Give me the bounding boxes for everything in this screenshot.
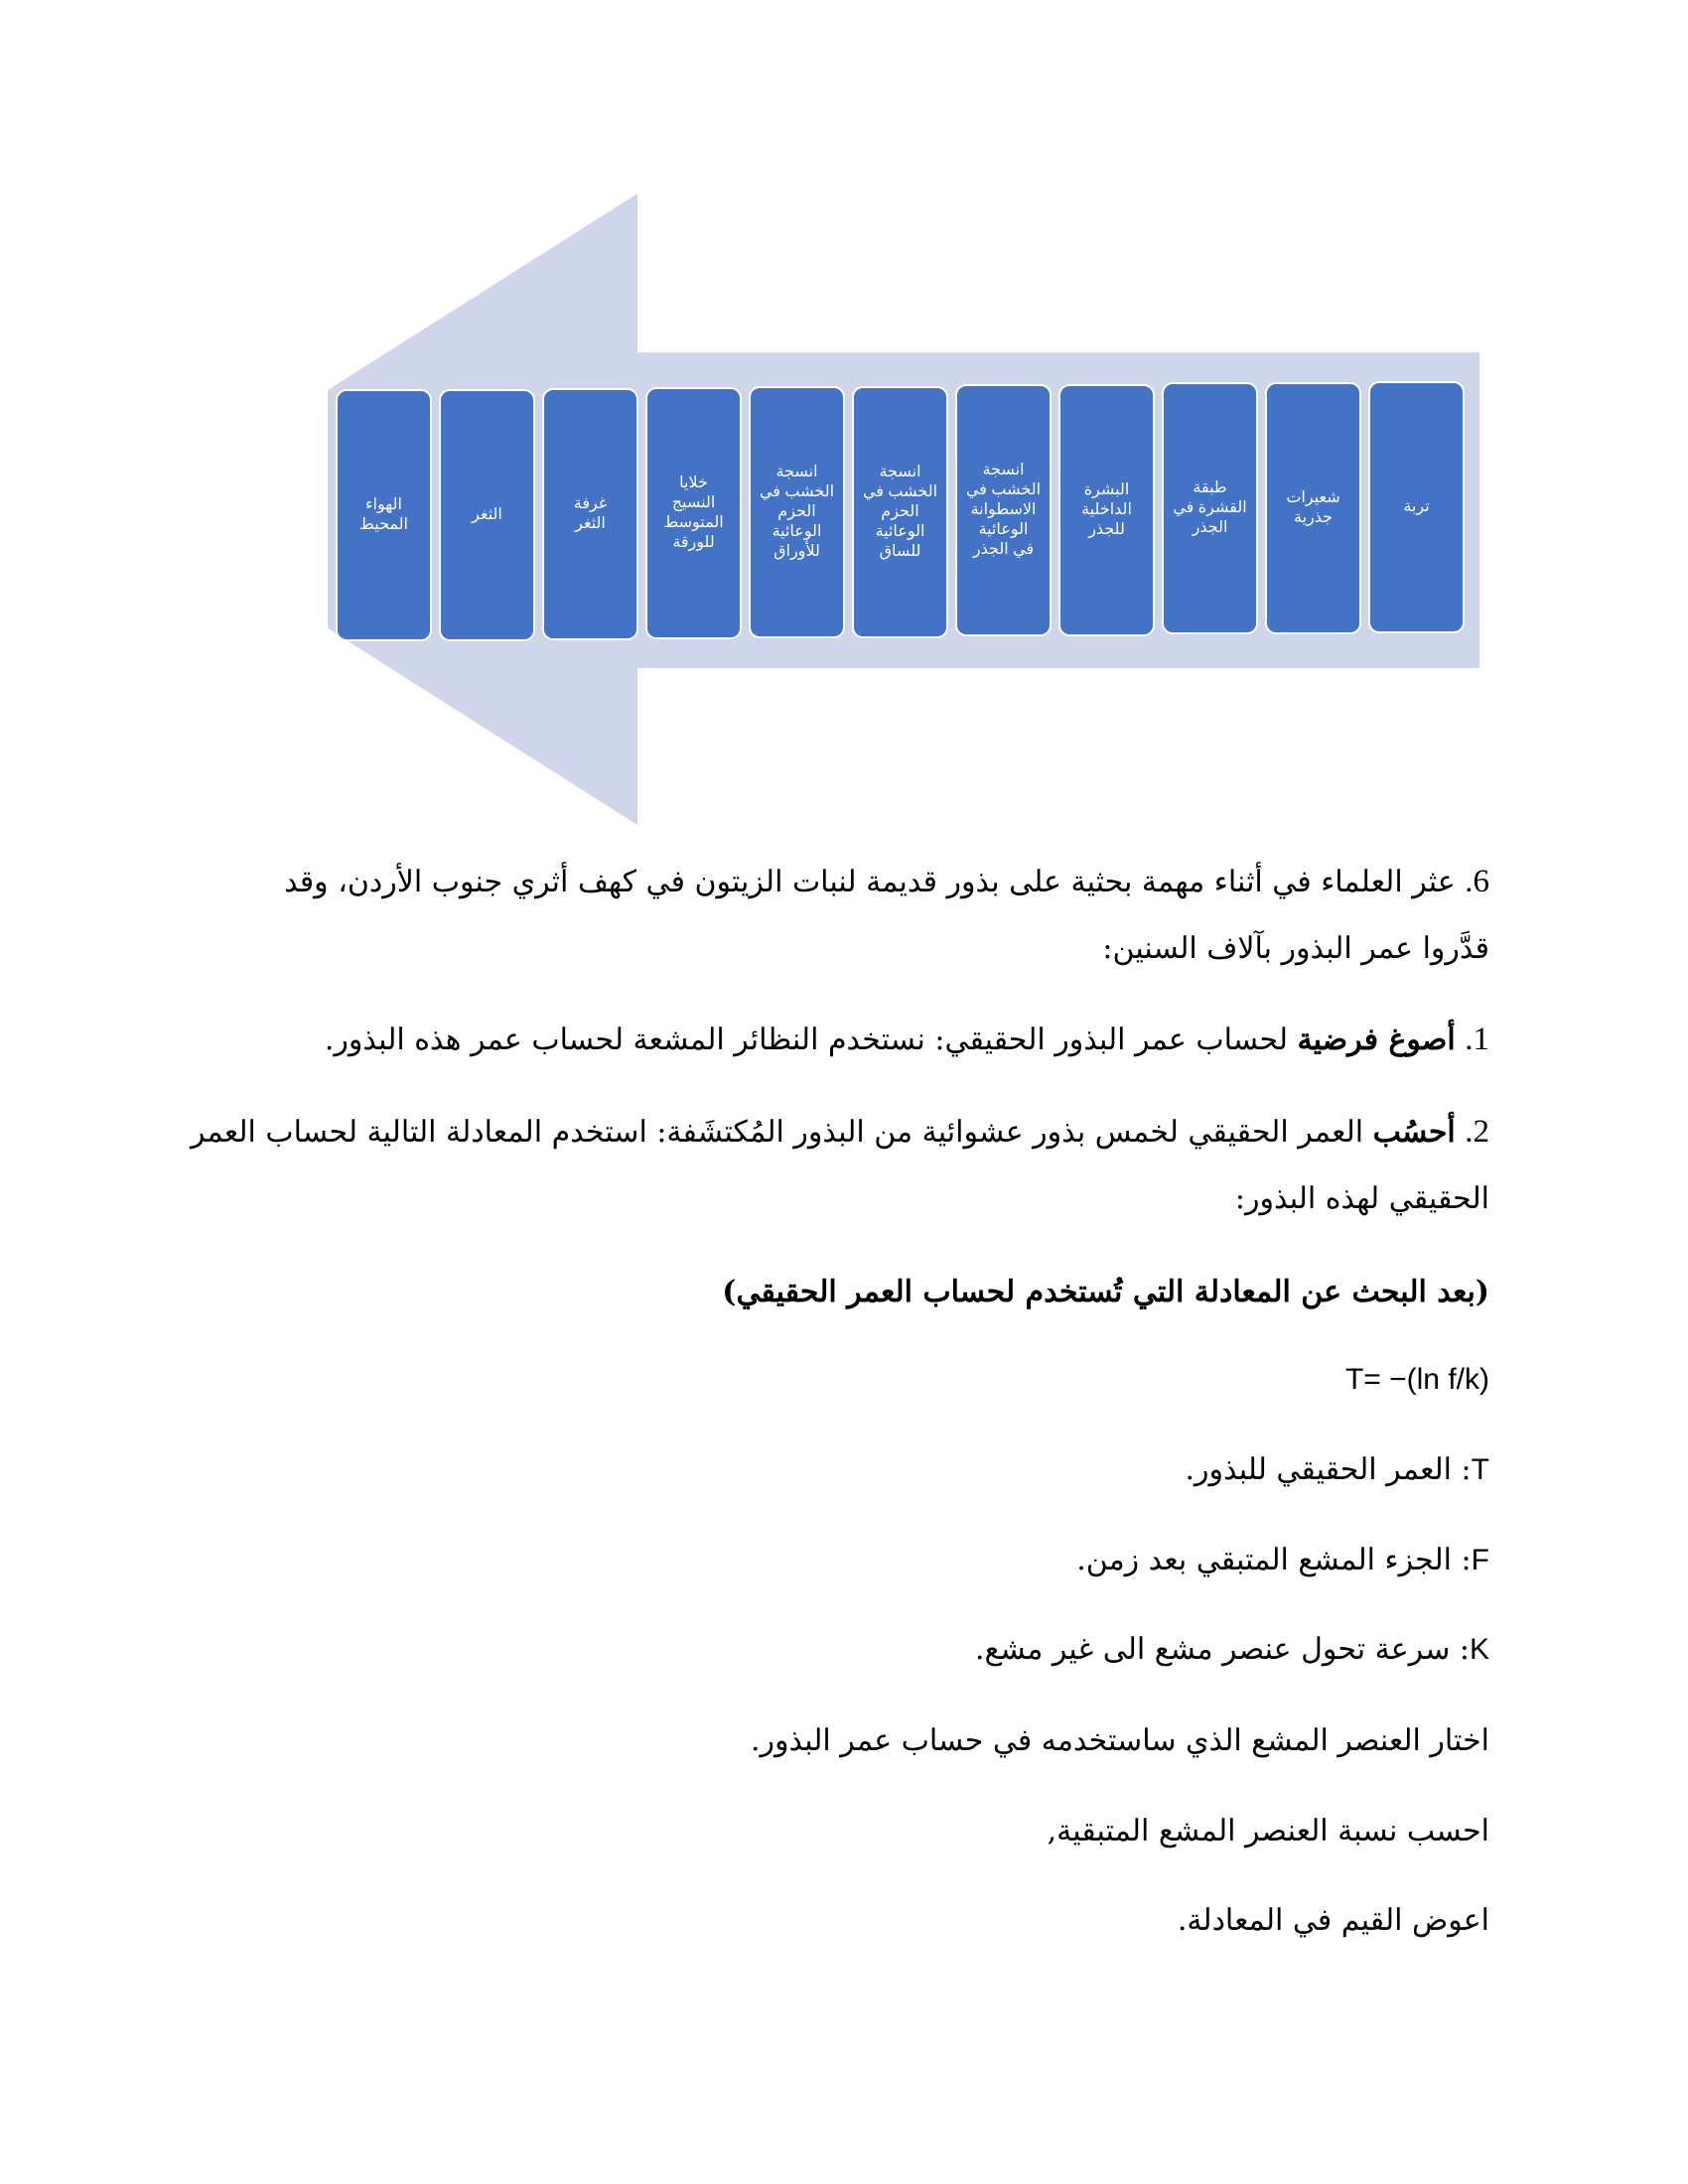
diagram-box-root-cortex: طبقة القشرة في الجذر [1162,382,1258,634]
definition-text: : العمر الحقيقي للبذور. [1185,1452,1472,1487]
question-number: 6. [1465,864,1489,899]
formula [1345,1360,1489,1400]
question-text: عثر العلماء في أثناء مهمة بحثية على بذور قديمة لنبات الزيتون في كهف أثري جنوب الأردن، وقد [284,865,1456,899]
item-2-line-2: الحقيقي لهذه البذور: [1234,1181,1489,1216]
item-1-number: 1. [1465,1022,1489,1057]
diagram-box-stoma: الثغر [439,389,535,641]
item-2-number: 2. [1465,1114,1489,1150]
item-2-bold: أحسُب [1372,1115,1456,1150]
definition-text: : الجزء المشع المتبقي بعد زمن. [1076,1543,1472,1577]
diagram-box-endodermis: البشرة الداخلية للجذر [1058,384,1155,636]
diagram-box-soil: تربة [1368,381,1465,633]
definition-text: : سرعة تحول عنصر مشع الى غير مشع. [975,1632,1470,1667]
question-6-line-1 [284,862,1489,902]
diagram-box-stomatal-chamber: غرفة الثغر [542,388,638,640]
item-2-line-1 [191,1112,1489,1153]
item-1-text: لحساب عمر البذور الحقيقي: نستخدم النظائر المشعة لحساب عمر هذه البذور. [324,1023,1298,1057]
diagram-box-leaf-xylem: انسجة الخشب في الحزم الوعائية للأوراق [749,386,845,638]
definition-k [975,1630,1489,1670]
definition-symbol: K [1469,1633,1489,1666]
section-heading: (بعد البحث عن المعادلة التي تُستخدم لحساب العمر الحقيقي) [722,1275,1489,1309]
process-diagram [328,194,1479,829]
item-1 [325,1020,1489,1060]
step-1: اختار العنصر المشع الذي ساستخدمه في حساب عمر البذور. [750,1723,1489,1758]
formula-text: T= −(ln f/k) [1344,1363,1489,1396]
definition-t [1185,1450,1489,1490]
diagram-box-mesophyll-cells: خلايا النسيج المتوسط للورقة [645,387,742,639]
definition-symbol: T [1471,1453,1489,1486]
diagram-box-root-hairs: شعيرات جذرية [1265,382,1361,634]
diagram-box-root-xylem: انسجة الخشب في الاسطوانة الوعائية في الجذر [955,384,1052,636]
item-1-bold: أصوغ فرضية [1297,1023,1456,1057]
definition-f [1076,1541,1489,1580]
step-2: احسب نسبة العنصر المشع المتبقية, [1047,1814,1489,1848]
question-6-line-2: قدَّروا عمر البذور بآلاف السنين: [1102,931,1489,966]
definition-symbol: F [1471,1544,1489,1576]
diagram-box-ambient-air: الهواء المحيط [336,389,432,641]
diagram-box-stem-xylem: انسجة الخشب في الحزم الوعائية للساق [852,386,948,638]
item-2-text: العمر الحقيقي لخمس بذور عشوائية من البذور المُكتشَفة: استخدم المعادلة التالية لحساب العمر [190,1115,1373,1150]
step-3: اعوض القيم في المعادلة. [1177,1903,1489,1938]
